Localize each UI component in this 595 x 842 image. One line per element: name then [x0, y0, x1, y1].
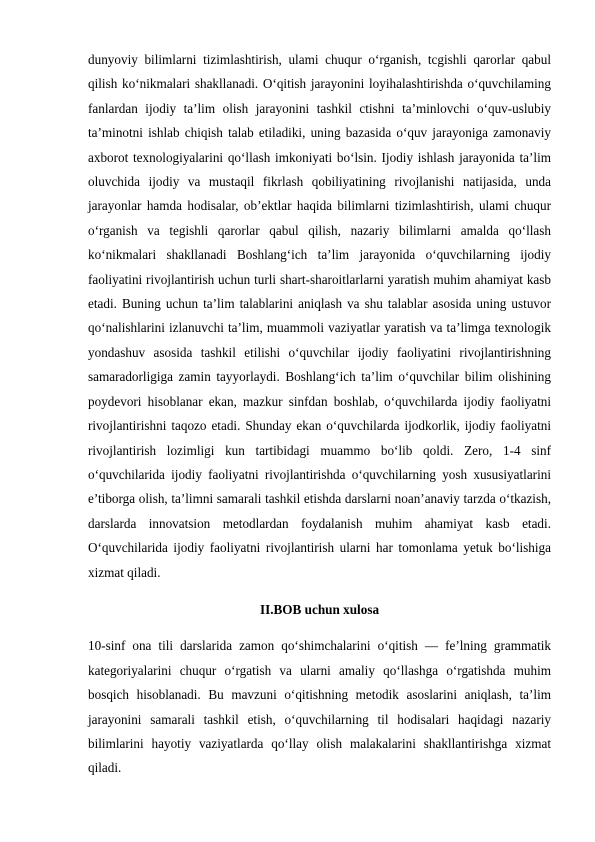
section-heading: II.BOB uchun xulosa: [259, 601, 380, 617]
document-page: [88, 48, 551, 781]
body-paragraph-1: dunyoviy bilimlarni tizimlashtirish, ulami chuqur o‘rganish, tcgishli qarorlar qabul qilish ko‘nikmalari shakllanadi. O‘qitish jarayonini loyihalashtirishda o‘quvchilaming fanlardan ijodiy ta’lim olish jarayonini tashkil ctishni ta’minlovchi o‘quv-uslubiy ta’minotni ishlab chiqish talab etiladiki, uning bazasida o‘quv jarayoniga zamonaviy axborot texnologiyalarini qo‘llash imkoniyati bo‘lsin. Ijodiy ishlash jarayonida ta’lim oluvchida ijodiy va mustaqil fikrlash qobiliyatining rivojlanishi natijasida, unda jarayonlar hamda hodisalar, ob’ektlar haqida bilimlarni tizimlashtirish, ulami chuqur o‘rganish va tegishli qarorlar qabul qilish, nazariy bilimlarni amalda qo‘llash ko‘nikmalari shakllanadi Boshlang‘ich ta’lim jarayonida o‘quvchilarning ijodiy faoliyatini rivojlantirish uchun turli shart-sharoitlarlarni yaratish muhim ahamiyat kasb etadi. Buning uchun ta’lim talablarini aniqlash va shu talablar asosida uning ustuvor qo‘nalishlarini izlanuvchi ta’lim, muammoli vaziyatlar yaratish va ta’limga texnologik yondashuv asosida tashkil etilishi o‘quvchilar ijodiy faoliyatini rivojlantirishning samaradorligiga zamin tayyorlaydi. Boshlang‘ich ta’lim o‘quvchilar bilim olishining poydevori hisoblanar ekan, mazkur sinfdan boshlab, o‘quvchilarda ijodiy faoliyatni rivojlantirishni taqozo etadi. Shunday ekan o‘quvchilarda ijodkorlik, ijodiy faoliyatni rivojlantirish lozimligi kun tartibidagi muammo bo‘lib qoldi. Zero, 1-4 sinf o‘quvchilarida ijodiy faoliyatni rivojlantirishda o‘quvchilarning yosh xususiyatlarini e’tiborga olish, ta’limni samarali tashkil etishda darslarni noan’anaviy tarzda o‘tkazish, darslarda innovatsion metodlardan foydalanish muhim ahamiyat kasb etadi. O‘quvchilarida ijodiy faoliyatni rivojlantirish ularni har tomonlama yetuk bo‘lishiga xizmat qiladi.: [88, 52, 551, 580]
body-paragraph-2: 10-sinf ona tili darslarida zamon qo‘shimchalarini o‘qitish — fe’lning grammatik kategoriyalarini chuqur o‘rgatish va ularni amaliy qo‘llashga o‘rgatishda muhim bosqich hisoblanadi. Bu mavzuni o‘qitishning metodik asoslarini aniqlash, ta’lim jarayonini samarali tashkil etish, o‘quvchilarning til hodisalari haqidagi nazariy bilimlarini hayotiy vaziyatlarda qo‘llay olish malakalarini shakllantirishga xizmat qiladi.: [88, 638, 551, 776]
